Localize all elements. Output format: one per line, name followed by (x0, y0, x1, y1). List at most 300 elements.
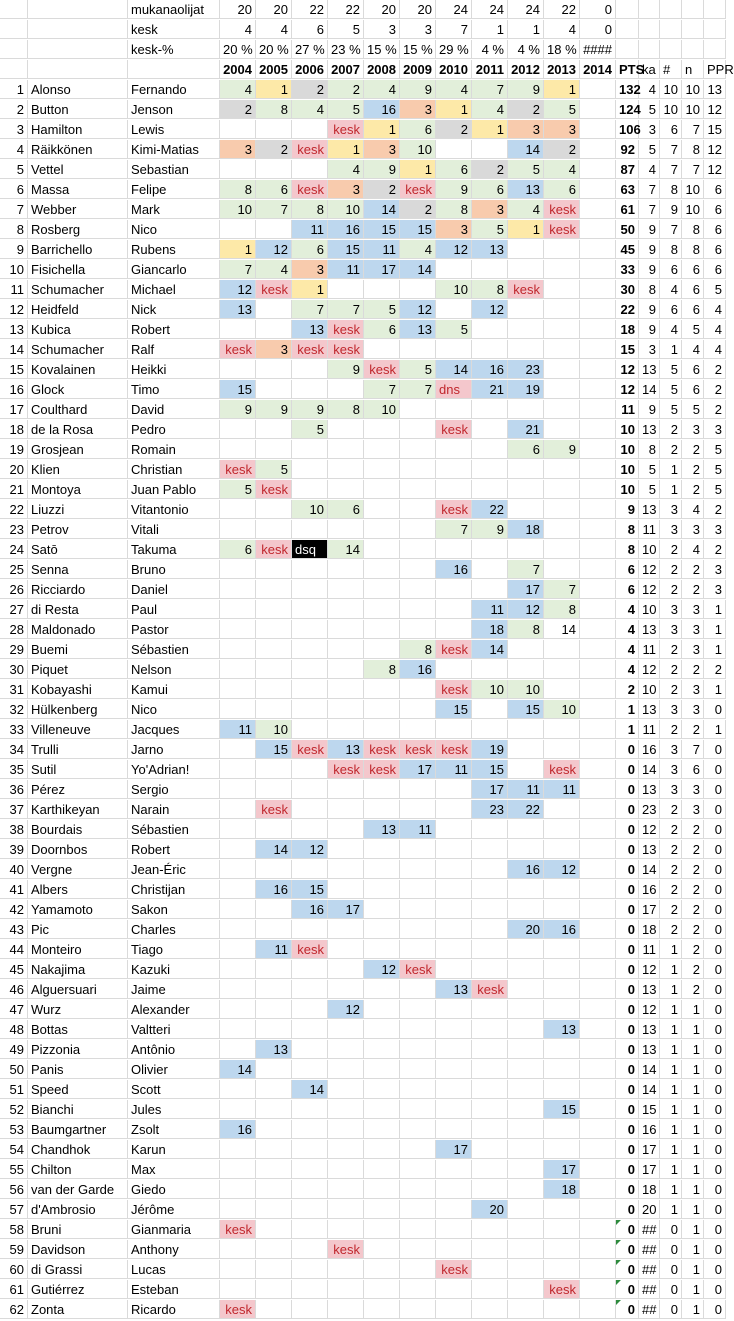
result-cell[interactable]: 12 (292, 840, 328, 859)
driver-first-name[interactable]: Ricardo (128, 1300, 220, 1319)
result-cell[interactable] (472, 840, 508, 859)
result-cell[interactable] (292, 520, 328, 539)
result-cell[interactable] (544, 340, 580, 359)
result-cell[interactable] (436, 900, 472, 919)
points-per-race[interactable]: 0 (704, 1060, 726, 1079)
summary-label[interactable]: kesk (128, 20, 220, 39)
driver-first-name[interactable]: Giedo (128, 1180, 220, 1199)
result-cell[interactable] (472, 1120, 508, 1139)
result-cell[interactable] (400, 520, 436, 539)
result-cell[interactable] (328, 1200, 364, 1219)
driver-last-name[interactable]: Piquet (28, 660, 128, 679)
driver-last-name[interactable]: Petrov (28, 520, 128, 539)
position-number[interactable]: 62 (0, 1300, 28, 1319)
race-count[interactable]: 1 (682, 1220, 704, 1239)
driver-first-name[interactable]: Jarno (128, 740, 220, 759)
result-cell[interactable] (364, 1260, 400, 1279)
result-cell[interactable]: 1 (472, 120, 508, 139)
result-cell[interactable] (400, 1100, 436, 1119)
driver-first-name[interactable]: Kamui (128, 680, 220, 699)
result-cell[interactable] (472, 440, 508, 459)
position-number[interactable]: 57 (0, 1200, 28, 1219)
result-cell[interactable] (364, 980, 400, 999)
driver-first-name[interactable]: Jaime (128, 980, 220, 999)
result-cell[interactable] (580, 260, 616, 279)
result-cell[interactable] (364, 1020, 400, 1039)
result-cell[interactable] (472, 460, 508, 479)
scoring-count[interactable]: 1 (660, 1180, 682, 1199)
result-cell[interactable]: 2 (472, 160, 508, 179)
result-cell[interactable] (400, 1220, 436, 1239)
result-cell[interactable]: 12 (220, 280, 256, 299)
result-cell[interactable] (580, 1240, 616, 1259)
average-position[interactable]: 13 (639, 360, 660, 379)
summary-value[interactable]: 22 (544, 0, 580, 19)
result-cell[interactable] (544, 1120, 580, 1139)
summary-value[interactable]: 15 % (364, 40, 400, 59)
result-cell[interactable]: 18 (508, 520, 544, 539)
result-cell[interactable] (400, 800, 436, 819)
result-cell[interactable]: 2 (292, 80, 328, 99)
points-per-race[interactable]: 4 (704, 320, 726, 339)
result-cell[interactable]: 18 (472, 620, 508, 639)
points-per-race[interactable]: 3 (704, 580, 726, 599)
result-cell[interactable]: 16 (328, 220, 364, 239)
driver-first-name[interactable]: Lucas (128, 1260, 220, 1279)
result-cell[interactable] (292, 980, 328, 999)
points-total[interactable]: 0 (616, 740, 639, 759)
result-cell[interactable] (508, 980, 544, 999)
result-cell[interactable] (328, 960, 364, 979)
result-cell[interactable]: 4 (508, 200, 544, 219)
driver-first-name[interactable]: Karun (128, 1140, 220, 1159)
result-cell[interactable]: 9 (220, 400, 256, 419)
result-cell[interactable] (220, 980, 256, 999)
result-cell[interactable]: 10 (328, 200, 364, 219)
result-cell[interactable] (580, 960, 616, 979)
points-per-race[interactable]: 13 (704, 80, 726, 99)
summary-value[interactable]: 22 (292, 0, 328, 19)
average-position[interactable]: 12 (639, 560, 660, 579)
result-cell[interactable] (256, 1280, 292, 1299)
scoring-count[interactable]: 3 (660, 520, 682, 539)
average-position[interactable]: 14 (639, 760, 660, 779)
result-cell[interactable]: 13 (400, 320, 436, 339)
driver-last-name[interactable]: Montoya (28, 480, 128, 499)
retired-cell[interactable]: kesk (220, 460, 256, 479)
points-per-race[interactable]: 0 (704, 700, 726, 719)
points-per-race[interactable]: 0 (704, 1160, 726, 1179)
cell[interactable] (704, 0, 726, 19)
result-cell[interactable] (400, 1060, 436, 1079)
result-cell[interactable]: 13 (292, 320, 328, 339)
scoring-count[interactable]: 3 (660, 600, 682, 619)
result-cell[interactable] (256, 1060, 292, 1079)
average-position[interactable]: 12 (639, 660, 660, 679)
result-cell[interactable] (580, 740, 616, 759)
average-position[interactable]: ## (639, 1240, 660, 1259)
scoring-count[interactable]: 2 (660, 440, 682, 459)
retired-cell[interactable]: kesk (328, 320, 364, 339)
result-cell[interactable] (508, 540, 544, 559)
position-number[interactable]: 19 (0, 440, 28, 459)
points-total[interactable]: 0 (616, 1120, 639, 1139)
race-count[interactable]: 1 (682, 1180, 704, 1199)
result-cell[interactable] (472, 700, 508, 719)
result-cell[interactable] (364, 520, 400, 539)
position-number[interactable]: 6 (0, 180, 28, 199)
result-cell[interactable] (328, 580, 364, 599)
race-count[interactable]: 1 (682, 1280, 704, 1299)
result-cell[interactable] (400, 1020, 436, 1039)
race-count[interactable]: 1 (682, 1200, 704, 1219)
driver-first-name[interactable]: Vitali (128, 520, 220, 539)
race-count[interactable]: 6 (682, 360, 704, 379)
result-cell[interactable] (580, 1060, 616, 1079)
driver-last-name[interactable]: Monteiro (28, 940, 128, 959)
result-cell[interactable] (256, 1100, 292, 1119)
result-cell[interactable] (220, 220, 256, 239)
driver-first-name[interactable]: Rubens (128, 240, 220, 259)
result-cell[interactable]: 23 (472, 800, 508, 819)
result-cell[interactable] (580, 340, 616, 359)
result-cell[interactable] (580, 1160, 616, 1179)
result-cell[interactable]: 21 (508, 420, 544, 439)
position-number[interactable]: 3 (0, 120, 28, 139)
average-position[interactable]: 9 (639, 260, 660, 279)
driver-last-name[interactable]: Hamilton (28, 120, 128, 139)
points-total[interactable]: 0 (616, 1140, 639, 1159)
result-cell[interactable] (436, 1000, 472, 1019)
points-total[interactable]: 0 (616, 1260, 639, 1279)
points-per-race[interactable]: 2 (704, 540, 726, 559)
result-cell[interactable] (328, 1280, 364, 1299)
scoring-count[interactable]: 1 (660, 460, 682, 479)
result-cell[interactable]: 14 (400, 260, 436, 279)
scoring-count[interactable]: 2 (660, 660, 682, 679)
result-cell[interactable] (508, 1240, 544, 1259)
average-position[interactable]: 9 (639, 220, 660, 239)
result-cell[interactable] (292, 1160, 328, 1179)
result-cell[interactable] (544, 380, 580, 399)
scoring-count[interactable]: 2 (660, 820, 682, 839)
year-header[interactable]: 2014 (580, 60, 616, 79)
result-cell[interactable]: 7 (436, 520, 472, 539)
result-cell[interactable] (220, 1020, 256, 1039)
points-total[interactable]: 8 (616, 540, 639, 559)
result-cell[interactable] (508, 1200, 544, 1219)
retired-cell[interactable]: kesk (544, 220, 580, 239)
scoring-count[interactable]: 9 (660, 200, 682, 219)
points-total[interactable]: 9 (616, 500, 639, 519)
result-cell[interactable] (436, 1020, 472, 1039)
summary-value[interactable]: 24 (508, 0, 544, 19)
summary-value[interactable]: 1 (472, 20, 508, 39)
driver-first-name[interactable]: Alexander (128, 1000, 220, 1019)
result-cell[interactable] (220, 520, 256, 539)
driver-last-name[interactable]: van der Garde (28, 1180, 128, 1199)
average-position[interactable]: 13 (639, 1040, 660, 1059)
race-count[interactable]: 2 (682, 440, 704, 459)
position-number[interactable]: 59 (0, 1240, 28, 1259)
retired-cell[interactable]: kesk (292, 740, 328, 759)
result-cell[interactable] (544, 520, 580, 539)
position-number[interactable]: 20 (0, 460, 28, 479)
scoring-count[interactable]: 1 (660, 940, 682, 959)
result-cell[interactable] (220, 620, 256, 639)
average-position[interactable]: 11 (639, 640, 660, 659)
result-cell[interactable]: 14 (328, 540, 364, 559)
scoring-count[interactable]: 3 (660, 620, 682, 639)
result-cell[interactable] (436, 1060, 472, 1079)
result-cell[interactable]: 7 (364, 380, 400, 399)
result-cell[interactable] (292, 680, 328, 699)
driver-last-name[interactable]: Barrichello (28, 240, 128, 259)
result-cell[interactable] (580, 1220, 616, 1239)
points-total[interactable]: 2 (616, 680, 639, 699)
result-cell[interactable] (472, 960, 508, 979)
result-cell[interactable] (328, 720, 364, 739)
retired-cell[interactable]: kesk (220, 1220, 256, 1239)
position-number[interactable]: 55 (0, 1160, 28, 1179)
driver-last-name[interactable]: Schumacher (28, 280, 128, 299)
points-total[interactable]: 0 (616, 1220, 639, 1239)
average-position[interactable]: 10 (639, 680, 660, 699)
result-cell[interactable] (292, 1040, 328, 1059)
result-cell[interactable] (256, 920, 292, 939)
driver-last-name[interactable]: di Resta (28, 600, 128, 619)
points-per-race[interactable]: 6 (704, 220, 726, 239)
result-cell[interactable] (472, 1220, 508, 1239)
result-cell[interactable] (580, 180, 616, 199)
result-cell[interactable] (400, 1120, 436, 1139)
result-cell[interactable]: 16 (256, 880, 292, 899)
result-cell[interactable] (256, 1020, 292, 1039)
driver-last-name[interactable]: Gutiérrez (28, 1280, 128, 1299)
points-per-race[interactable]: 0 (704, 1080, 726, 1099)
position-number[interactable]: 24 (0, 540, 28, 559)
result-cell[interactable] (256, 640, 292, 659)
result-cell[interactable] (292, 1240, 328, 1259)
result-cell[interactable] (220, 420, 256, 439)
result-cell[interactable] (328, 480, 364, 499)
position-number[interactable]: 36 (0, 780, 28, 799)
result-cell[interactable] (508, 340, 544, 359)
race-count[interactable]: 3 (682, 780, 704, 799)
year-header[interactable]: 2007 (328, 60, 364, 79)
result-cell[interactable] (328, 780, 364, 799)
position-number[interactable]: 49 (0, 1040, 28, 1059)
position-number[interactable]: 47 (0, 1000, 28, 1019)
result-cell[interactable]: 15 (364, 220, 400, 239)
summary-value[interactable]: 0 (580, 20, 616, 39)
year-header[interactable]: 2009 (400, 60, 436, 79)
result-cell[interactable] (580, 440, 616, 459)
result-cell[interactable] (364, 460, 400, 479)
scoring-count[interactable]: 1 (660, 1140, 682, 1159)
average-position[interactable]: 8 (639, 440, 660, 459)
result-cell[interactable] (292, 560, 328, 579)
summary-value[interactable]: 18 % (544, 40, 580, 59)
result-cell[interactable] (328, 440, 364, 459)
year-header[interactable]: 2004 (220, 60, 256, 79)
result-cell[interactable] (508, 260, 544, 279)
position-number[interactable]: 42 (0, 900, 28, 919)
scoring-count[interactable]: 1 (660, 980, 682, 999)
result-cell[interactable] (580, 820, 616, 839)
driver-first-name[interactable]: Nico (128, 700, 220, 719)
points-total[interactable]: 6 (616, 580, 639, 599)
result-cell[interactable] (364, 500, 400, 519)
result-cell[interactable] (220, 740, 256, 759)
driver-last-name[interactable]: Bruni (28, 1220, 128, 1239)
average-position[interactable]: 18 (639, 920, 660, 939)
race-count[interactable]: 4 (682, 540, 704, 559)
result-cell[interactable] (292, 860, 328, 879)
result-cell[interactable]: 6 (256, 180, 292, 199)
driver-last-name[interactable]: Vergne (28, 860, 128, 879)
points-per-race[interactable]: 15 (704, 120, 726, 139)
driver-last-name[interactable]: de la Rosa (28, 420, 128, 439)
points-total[interactable]: 0 (616, 780, 639, 799)
driver-last-name[interactable]: Kubica (28, 320, 128, 339)
points-total[interactable]: 10 (616, 480, 639, 499)
summary-value[interactable]: 24 (472, 0, 508, 19)
result-cell[interactable]: 16 (220, 1120, 256, 1139)
race-count[interactable]: 4 (682, 340, 704, 359)
result-cell[interactable] (220, 560, 256, 579)
position-number[interactable]: 2 (0, 100, 28, 119)
result-cell[interactable] (256, 620, 292, 639)
result-cell[interactable] (544, 1260, 580, 1279)
position-number[interactable]: 29 (0, 640, 28, 659)
average-position[interactable]: 14 (639, 380, 660, 399)
result-cell[interactable] (328, 1140, 364, 1159)
result-cell[interactable]: 4 (292, 100, 328, 119)
result-cell[interactable]: 3 (364, 140, 400, 159)
result-cell[interactable] (508, 640, 544, 659)
result-cell[interactable] (328, 620, 364, 639)
result-cell[interactable] (580, 460, 616, 479)
result-cell[interactable] (544, 900, 580, 919)
driver-last-name[interactable]: Nakajima (28, 960, 128, 979)
race-count[interactable]: 5 (682, 320, 704, 339)
average-position[interactable]: 14 (639, 1060, 660, 1079)
cell[interactable] (639, 20, 660, 39)
result-cell[interactable] (400, 1140, 436, 1159)
result-cell[interactable]: 4 (472, 100, 508, 119)
result-cell[interactable] (472, 900, 508, 919)
driver-last-name[interactable]: Speed (28, 1080, 128, 1099)
driver-first-name[interactable]: Bruno (128, 560, 220, 579)
result-cell[interactable] (508, 900, 544, 919)
result-cell[interactable] (364, 800, 400, 819)
scoring-count[interactable]: 1 (660, 1040, 682, 1059)
points-total[interactable]: 92 (616, 140, 639, 159)
points-total[interactable]: 4 (616, 640, 639, 659)
retired-cell[interactable]: kesk (472, 980, 508, 999)
position-number[interactable]: 15 (0, 360, 28, 379)
result-cell[interactable] (580, 360, 616, 379)
points-total[interactable]: 0 (616, 960, 639, 979)
driver-last-name[interactable]: Ricciardo (28, 580, 128, 599)
result-cell[interactable] (220, 440, 256, 459)
average-position[interactable]: 20 (639, 1200, 660, 1219)
driver-first-name[interactable]: Fernando (128, 80, 220, 99)
result-cell[interactable] (580, 980, 616, 999)
result-cell[interactable]: 15 (220, 380, 256, 399)
scoring-count[interactable]: 2 (660, 560, 682, 579)
result-cell[interactable] (364, 1040, 400, 1059)
result-cell[interactable]: 11 (472, 600, 508, 619)
result-cell[interactable]: 1 (220, 240, 256, 259)
result-cell[interactable] (508, 760, 544, 779)
race-count[interactable]: 2 (682, 920, 704, 939)
driver-first-name[interactable]: Paul (128, 600, 220, 619)
result-cell[interactable] (328, 680, 364, 699)
result-cell[interactable] (256, 580, 292, 599)
result-cell[interactable] (328, 940, 364, 959)
position-number[interactable]: 18 (0, 420, 28, 439)
result-cell[interactable] (508, 1260, 544, 1279)
year-header[interactable]: 2010 (436, 60, 472, 79)
position-number[interactable]: 41 (0, 880, 28, 899)
result-cell[interactable]: 1 (364, 120, 400, 139)
scoring-count[interactable]: 2 (660, 720, 682, 739)
race-count[interactable]: 2 (682, 480, 704, 499)
driver-first-name[interactable]: Michael (128, 280, 220, 299)
result-cell[interactable] (328, 460, 364, 479)
result-cell[interactable] (544, 1200, 580, 1219)
result-cell[interactable] (508, 1300, 544, 1319)
result-cell[interactable] (508, 1080, 544, 1099)
position-number[interactable]: 16 (0, 380, 28, 399)
result-cell[interactable] (472, 660, 508, 679)
summary-value[interactable]: 27 % (292, 40, 328, 59)
result-cell[interactable] (364, 940, 400, 959)
average-position[interactable]: 13 (639, 780, 660, 799)
result-cell[interactable]: 12 (256, 240, 292, 259)
driver-first-name[interactable]: Kazuki (128, 960, 220, 979)
driver-last-name[interactable]: Chandhok (28, 1140, 128, 1159)
driver-first-name[interactable]: Daniel (128, 580, 220, 599)
result-cell[interactable]: 7 (328, 300, 364, 319)
result-cell[interactable]: 9 (400, 80, 436, 99)
driver-first-name[interactable]: Heikki (128, 360, 220, 379)
position-number[interactable]: 11 (0, 280, 28, 299)
retired-cell[interactable]: kesk (436, 500, 472, 519)
result-cell[interactable] (436, 1240, 472, 1259)
result-cell[interactable] (292, 1180, 328, 1199)
result-cell[interactable] (364, 1160, 400, 1179)
result-cell[interactable] (364, 1240, 400, 1259)
summary-value[interactable]: 4 % (472, 40, 508, 59)
result-cell[interactable] (580, 1260, 616, 1279)
points-per-race[interactable]: 1 (704, 640, 726, 659)
result-cell[interactable] (220, 660, 256, 679)
result-cell[interactable] (436, 800, 472, 819)
result-cell[interactable] (472, 1020, 508, 1039)
driver-last-name[interactable]: Pic (28, 920, 128, 939)
race-count[interactable]: 2 (682, 880, 704, 899)
points-total[interactable]: 87 (616, 160, 639, 179)
points-total[interactable]: 0 (616, 1060, 639, 1079)
result-cell[interactable] (472, 1100, 508, 1119)
position-number[interactable]: 26 (0, 580, 28, 599)
result-cell[interactable] (472, 400, 508, 419)
result-cell[interactable] (400, 440, 436, 459)
position-number[interactable]: 61 (0, 1280, 28, 1299)
